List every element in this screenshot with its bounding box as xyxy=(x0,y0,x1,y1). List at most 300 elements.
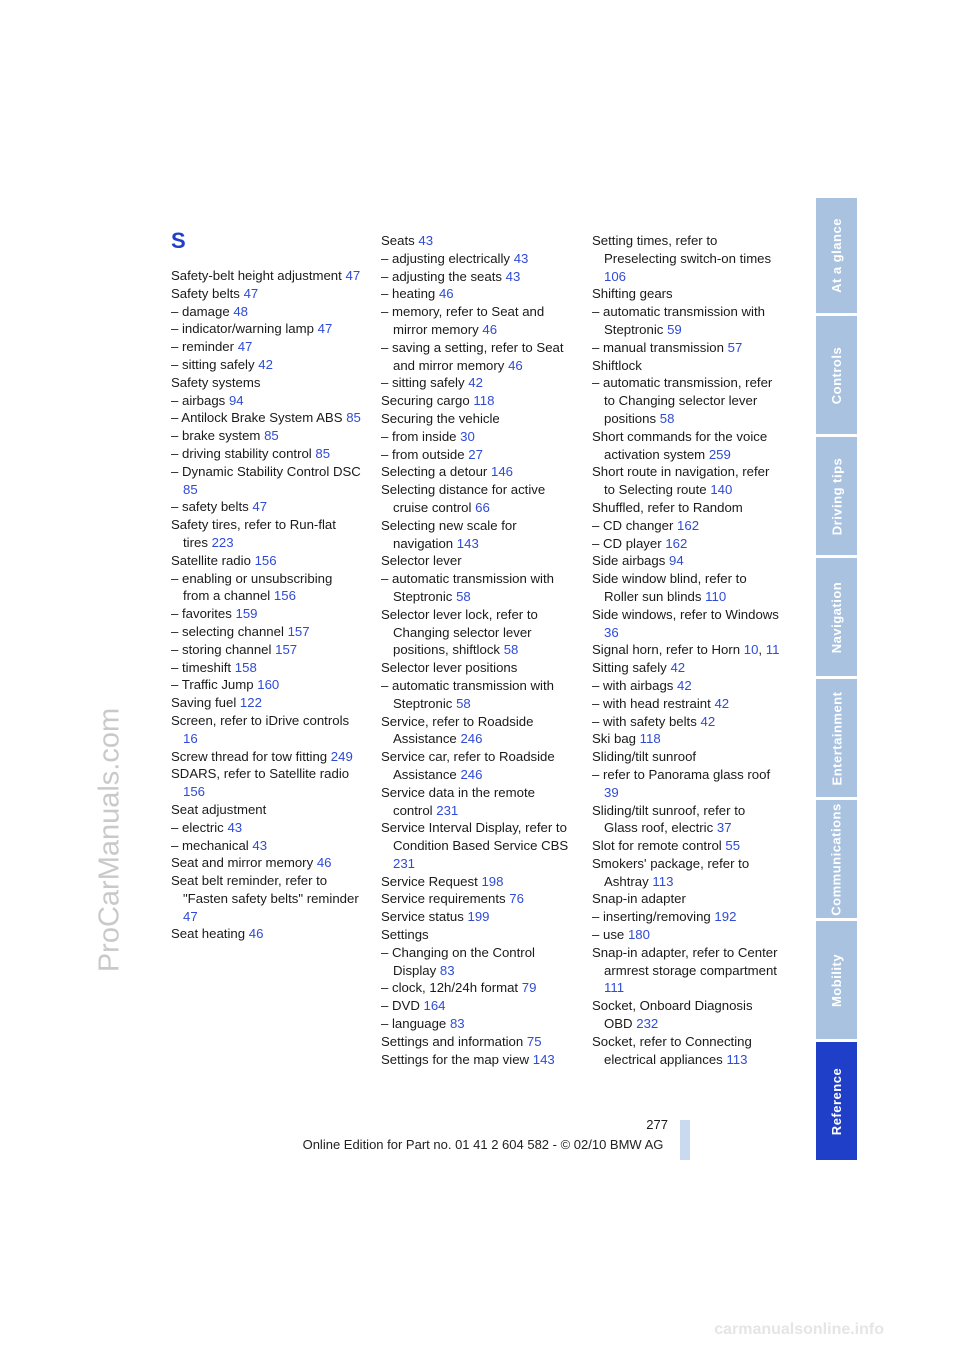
page-link[interactable]: 113 xyxy=(652,873,674,889)
entry-text: – driving stability control xyxy=(171,445,312,461)
entry-text: – automatic transmission, refer to Changing selector lever positions xyxy=(592,375,773,426)
index-entry xyxy=(171,694,361,712)
page-link[interactable]: 164 xyxy=(423,998,446,1014)
page-link[interactable]: 83 xyxy=(449,1016,465,1032)
index-entry xyxy=(171,712,361,748)
page-link[interactable]: 156 xyxy=(273,588,296,604)
entry-text: – sitting safely xyxy=(171,356,255,372)
page-link[interactable]: 231 xyxy=(436,802,459,818)
entry-text: Safety-belt height adjustment xyxy=(171,268,342,283)
index-entry xyxy=(381,481,571,517)
index-entry xyxy=(381,374,571,392)
entry-text: Safety belts xyxy=(171,285,240,301)
index-entry xyxy=(592,837,782,855)
entry-text: Service requirements xyxy=(381,891,506,907)
index-entry xyxy=(381,392,571,410)
page-link[interactable]: 59 xyxy=(667,321,682,337)
page-link[interactable]: 162 xyxy=(677,517,700,533)
index-entry xyxy=(381,979,571,997)
entry-text: Settings for the map view xyxy=(381,1051,530,1067)
index-entry xyxy=(171,819,361,837)
index-entry xyxy=(592,535,782,553)
page-link[interactable]: 192 xyxy=(714,909,737,925)
page-link[interactable]: 143 xyxy=(532,1051,555,1067)
tab-label: Driving tips xyxy=(829,457,845,535)
page-link[interactable]: 180 xyxy=(627,927,650,943)
page-link[interactable]: 231 xyxy=(393,855,416,871)
entry-text: – from outside xyxy=(381,446,465,462)
entry-text: Sitting safely xyxy=(592,660,667,676)
page-link[interactable]: 47 xyxy=(183,908,198,924)
tab-at-a-glance[interactable] xyxy=(816,198,857,313)
page-link[interactable]: 246 xyxy=(460,766,483,782)
index-entry xyxy=(592,606,782,642)
index-entry xyxy=(592,303,782,339)
index-entry xyxy=(381,268,571,286)
index-entry xyxy=(381,908,571,926)
index-entry xyxy=(592,677,782,695)
index-entry xyxy=(381,552,571,570)
page-link[interactable]: 46 xyxy=(438,286,454,302)
page-link[interactable]: 83 xyxy=(439,962,455,978)
tab-driving-tips[interactable] xyxy=(816,437,857,555)
tab-controls[interactable] xyxy=(816,316,857,434)
entry-text: – memory, refer to Seat and mirror memory xyxy=(381,304,545,337)
tab-entertainment[interactable] xyxy=(816,679,857,797)
page-link[interactable]: 160 xyxy=(257,677,280,693)
index-entry xyxy=(381,446,571,464)
page-link[interactable]: 43 xyxy=(252,837,268,853)
site-watermark-vertical: ProCarManuals.com xyxy=(93,707,126,973)
entry-text: Signal horn, refer to Horn xyxy=(592,642,741,658)
page-link[interactable]: 106 xyxy=(604,268,627,284)
index-entry xyxy=(171,765,361,801)
entry-text: Selecting distance for active cruise control xyxy=(381,482,546,515)
index-entry xyxy=(171,516,361,552)
entry-text: Setting times, refer to Preselecting switch-on times xyxy=(592,233,772,266)
index-entry xyxy=(171,837,361,855)
index-entry xyxy=(592,659,782,677)
entry-text: – with safety belts xyxy=(592,713,697,729)
index-entry xyxy=(592,997,782,1033)
entry-text: Socket, Onboard Diagnosis OBD xyxy=(592,998,753,1032)
index-entry xyxy=(592,552,782,570)
index-entry xyxy=(381,677,571,713)
page-link[interactable]: 162 xyxy=(665,535,688,551)
entry-text: Selecting new scale for navigation xyxy=(381,517,517,551)
entry-text: – adjusting electrically xyxy=(381,250,511,266)
index-entry xyxy=(592,855,782,891)
page-link[interactable]: 199 xyxy=(467,909,490,925)
index-entry xyxy=(381,873,571,891)
page-link[interactable]: 58 xyxy=(503,642,519,658)
entry-text: Seats xyxy=(381,233,415,248)
entry-text: – from inside xyxy=(381,428,457,444)
index-entry xyxy=(592,766,782,802)
page-link[interactable]: 94 xyxy=(228,392,244,408)
index-entry xyxy=(592,748,782,766)
entry-text: Slot for remote control xyxy=(592,838,722,854)
page-link[interactable]: 16 xyxy=(183,730,198,746)
entry-text: – selecting channel xyxy=(171,623,284,639)
entry-text: Seat adjustment xyxy=(171,801,267,817)
index-entry xyxy=(171,872,361,925)
site-watermark-bottom: carmanualsonline.info xyxy=(714,1321,884,1338)
footer-text: Online Edition for Part no. 01 41 2 604 582 - © 02/10 BMW AG xyxy=(302,1137,664,1152)
page-link[interactable]: 85 xyxy=(346,410,361,426)
tab-navigation[interactable] xyxy=(816,558,857,676)
tab-label: At a glance xyxy=(829,218,845,293)
entry-text: – use xyxy=(592,927,625,943)
page-link[interactable]: 94 xyxy=(668,553,684,569)
index-entry xyxy=(592,374,782,427)
entry-text: SDARS, refer to Satellite radio xyxy=(171,766,350,782)
entry-text: – automatic transmission with Steptronic xyxy=(381,677,554,711)
index-entry xyxy=(592,570,782,606)
page-link[interactable]: 42 xyxy=(700,713,716,729)
page-link[interactable]: 159 xyxy=(235,606,258,622)
page-link[interactable]: 30 xyxy=(460,428,475,444)
page-link[interactable]: 157 xyxy=(275,641,298,657)
entry-text: Service data in the remote control xyxy=(381,784,535,818)
index-entry xyxy=(171,285,361,303)
entry-text: – favorites xyxy=(171,606,232,622)
page-link[interactable]: 46 xyxy=(482,321,498,337)
entry-text: – brake system xyxy=(171,428,261,444)
entry-text: Short route in navigation, refer to Selecting route xyxy=(592,464,770,498)
index-entry xyxy=(592,730,782,748)
index-entry xyxy=(592,1033,782,1069)
index-entry xyxy=(381,232,571,250)
index-entry xyxy=(592,890,782,908)
page-link[interactable]: 43 xyxy=(227,819,243,835)
index-entry xyxy=(171,552,361,570)
chapter-tabs xyxy=(816,198,857,1160)
entry-text: – reminder xyxy=(171,339,235,355)
entry-text: – sitting safely xyxy=(381,375,465,391)
entry-text: Selector lever xyxy=(381,553,462,569)
entry-text: Snap-in adapter xyxy=(592,891,686,907)
entry-text: – enabling or unsubscribing from a channel xyxy=(171,570,333,604)
index-entry xyxy=(381,1051,571,1069)
footer-edition xyxy=(0,1137,960,1152)
index-entry xyxy=(381,659,571,677)
tab-mobility[interactable] xyxy=(816,921,857,1039)
page-link[interactable]: 11 xyxy=(765,642,780,658)
index-entry xyxy=(592,802,782,838)
section-letter: S xyxy=(171,228,186,253)
entry-text: Socket, refer to Connecting electrical appliances xyxy=(592,1033,752,1067)
index-entry xyxy=(171,320,361,338)
tab-label: Controls xyxy=(829,346,845,404)
index-entry xyxy=(171,748,361,766)
entry-text: – Changing on the Control Display xyxy=(381,944,535,978)
index-entry xyxy=(171,854,361,872)
page-link[interactable]: 223 xyxy=(211,534,234,550)
index-entry xyxy=(171,409,361,427)
entry-text: – with airbags xyxy=(592,677,674,693)
index-entry xyxy=(592,499,782,517)
entry-text: – Dynamic Stability Control DSC xyxy=(171,463,361,479)
page-link[interactable]: 36 xyxy=(604,624,619,640)
page-link[interactable]: 156 xyxy=(183,784,206,800)
index-entry xyxy=(381,303,571,339)
index-entry xyxy=(171,427,361,445)
index-entry xyxy=(381,410,571,428)
page-link[interactable]: 143 xyxy=(456,535,479,551)
entry-text: Seat belt reminder, refer to "Fasten safety belts" reminder xyxy=(171,873,359,906)
entry-text: Safety tires, refer to Run-flat tires xyxy=(171,517,336,550)
entry-text: Side airbags xyxy=(592,553,666,569)
index-entry xyxy=(381,570,571,606)
index-entry xyxy=(381,713,571,749)
index-column-2 xyxy=(381,232,571,1068)
entry-text: – timeshift xyxy=(171,659,232,675)
index-entry xyxy=(381,463,571,481)
entry-text: Service car, refer to Roadside Assistance xyxy=(381,749,555,782)
index-entry xyxy=(171,338,361,356)
entry-text: – adjusting the seats xyxy=(381,268,502,284)
entry-text: – DVD xyxy=(381,998,420,1014)
index-column-3 xyxy=(592,232,782,1068)
page-link[interactable]: 43 xyxy=(505,268,521,284)
index-entry xyxy=(592,232,782,285)
tab-label: Communications xyxy=(829,802,844,916)
page-link[interactable]: 85 xyxy=(183,481,198,497)
entry-text: – language xyxy=(381,1016,447,1032)
entry-text: – clock, 12h/24h format xyxy=(381,980,519,996)
entry-text: Selector lever lock, refer to Changing selector lever positions, shiftlock xyxy=(381,606,538,658)
entry-text: – manual transmission xyxy=(592,339,724,355)
entry-text: Securing the vehicle xyxy=(381,410,500,426)
entry-text: – Antilock Brake System ABS xyxy=(171,410,343,426)
index-entry xyxy=(381,250,571,268)
index-entry xyxy=(171,356,361,374)
entry-text: Ski bag xyxy=(592,731,636,747)
index-entry xyxy=(592,926,782,944)
index-entry xyxy=(171,925,361,943)
page-link[interactable]: 48 xyxy=(233,303,248,319)
entry-text: Sliding/tilt sunroof xyxy=(592,749,697,765)
entry-text: Seat heating xyxy=(171,926,246,942)
page-link[interactable]: 122 xyxy=(239,695,262,711)
entry-text: – airbags xyxy=(171,392,226,408)
entry-text: Seat and mirror memory xyxy=(171,855,314,871)
page-link[interactable]: 37 xyxy=(716,820,732,836)
entry-text: Short commands for the voice activation system xyxy=(592,428,768,462)
page-link[interactable]: 27 xyxy=(468,446,483,462)
page-link[interactable]: 85 xyxy=(264,428,279,444)
page-link[interactable]: 55 xyxy=(725,838,741,854)
entry-text: – refer to Panorama glass roof xyxy=(592,766,771,782)
entry-text: Selector lever positions xyxy=(381,660,518,676)
page-link[interactable]: 47 xyxy=(237,339,253,355)
entry-text: Smokers' package, refer to Ashtray xyxy=(592,855,750,889)
entry-text: – mechanical xyxy=(171,837,249,853)
index-entry xyxy=(592,517,782,535)
entry-text: Side windows, refer to Windows xyxy=(592,606,779,622)
entry-text: Service status xyxy=(381,909,464,925)
index-entry xyxy=(592,463,782,499)
index-entry xyxy=(171,570,361,606)
entry-text: – inserting/removing xyxy=(592,909,711,925)
index-entry xyxy=(381,606,571,659)
page-link[interactable]: 198 xyxy=(481,873,504,889)
entry-text: – Traffic Jump xyxy=(171,677,254,693)
entry-text: – automatic transmission with Steptronic xyxy=(381,571,554,604)
page-link[interactable]: 232 xyxy=(636,1016,659,1032)
page-link[interactable]: 42 xyxy=(468,375,483,391)
entry-text: Screen, refer to iDrive controls xyxy=(171,712,350,728)
page-link[interactable]: 246 xyxy=(460,731,483,747)
index-entry xyxy=(381,748,571,784)
page-link[interactable]: 42 xyxy=(714,695,730,711)
page-link[interactable]: 57 xyxy=(727,339,743,355)
page-link[interactable]: 39 xyxy=(604,784,619,800)
index-entry xyxy=(171,303,361,321)
entry-text: Service Request xyxy=(381,873,478,889)
tab-label: Navigation xyxy=(829,581,844,653)
page-link[interactable]: 75 xyxy=(526,1033,542,1049)
page-link[interactable]: 249 xyxy=(330,748,353,764)
tab-label: Mobility xyxy=(829,953,845,1007)
index-entry xyxy=(381,1015,571,1033)
entry-text: – damage xyxy=(171,303,230,319)
entry-text: Screw thread for tow fitting xyxy=(171,748,328,764)
page-link[interactable]: 110 xyxy=(705,588,727,604)
index-entry xyxy=(381,339,571,375)
entry-text: Selecting a detour xyxy=(381,464,488,480)
index-entry xyxy=(171,623,361,641)
entry-text: Securing cargo xyxy=(381,393,470,409)
page-link[interactable]: 58 xyxy=(456,588,471,604)
entry-text: Settings and information xyxy=(381,1033,524,1049)
index-entry xyxy=(592,428,782,464)
page-link[interactable]: 42 xyxy=(677,677,692,693)
index-entry xyxy=(381,428,571,446)
page-link[interactable]: 111 xyxy=(604,980,625,996)
index-entry xyxy=(171,374,361,392)
entry-text: Shifting gears xyxy=(592,286,673,302)
entry-text: Settings xyxy=(381,927,429,943)
index-entry xyxy=(171,392,361,410)
page-link[interactable]: 76 xyxy=(509,891,524,907)
index-entry xyxy=(592,908,782,926)
entry-text: Safety systems xyxy=(171,374,261,390)
index-entry xyxy=(171,445,361,463)
entry-text: – electric xyxy=(171,819,224,835)
page-link[interactable]: 58 xyxy=(456,695,471,711)
index-entry xyxy=(381,926,571,944)
entry-text: – saving a setting, refer to Seat and mirror memory xyxy=(381,339,564,373)
page-link[interactable]: 58 xyxy=(659,410,675,426)
index-entry xyxy=(381,285,571,303)
index-entry xyxy=(381,819,571,872)
tab-label: Entertainment xyxy=(829,691,844,785)
entry-text: – CD player xyxy=(592,535,662,551)
index-entry: Signal horn, refer to Horn 10, 11 xyxy=(592,642,780,658)
index-entry xyxy=(592,285,782,303)
page-link[interactable]: 47 xyxy=(317,321,333,337)
index-entry xyxy=(171,463,361,499)
entry-text: Service Interval Display, refer to Condition Based Service CBS xyxy=(381,820,569,854)
entry-text: – automatic transmission with Steptronic xyxy=(592,304,765,337)
entry-text: – CD changer xyxy=(592,517,674,533)
index-entry xyxy=(381,890,571,908)
page-link[interactable]: 79 xyxy=(521,980,537,996)
entry-text: Sliding/tilt sunroof, refer to Glass roof, electric xyxy=(592,802,746,836)
index-entry xyxy=(381,944,571,980)
page-link[interactable]: 46 xyxy=(316,855,332,871)
index-entry xyxy=(592,713,782,731)
entry-text: Service, refer to Roadside Assistance xyxy=(381,713,534,747)
page-link[interactable]: 43 xyxy=(418,233,434,248)
page-link[interactable]: 66 xyxy=(475,499,490,515)
entry-text: Satellite radio xyxy=(171,552,251,568)
entry-text: Saving fuel xyxy=(171,695,237,711)
page-link[interactable]: 118 xyxy=(473,393,495,409)
page-link[interactable]: 113 xyxy=(726,1051,748,1067)
page-link[interactable]: 10 xyxy=(743,642,759,658)
page-link[interactable]: 42 xyxy=(258,356,273,372)
page-link[interactable]: 118 xyxy=(639,731,661,747)
index-column-1 xyxy=(171,267,361,943)
page-link[interactable]: 259 xyxy=(708,446,731,462)
index-entry xyxy=(381,784,571,820)
index-entry xyxy=(592,357,782,375)
entry-text: – safety belts xyxy=(171,499,249,515)
page-link[interactable]: 146 xyxy=(490,464,513,480)
entry-text: Snap-in adapter, refer to Center armrest storage compartment xyxy=(592,944,778,978)
page-number: 277 xyxy=(646,1117,668,1132)
page-link[interactable]: 43 xyxy=(513,250,529,266)
entry-text: – heating xyxy=(381,286,436,302)
index-entry xyxy=(171,641,361,659)
page-link[interactable]: 46 xyxy=(508,357,523,373)
index-entry xyxy=(171,801,361,819)
index-entry xyxy=(171,605,361,623)
entry-text: – indicator/warning lamp xyxy=(171,321,314,337)
index-entry xyxy=(381,1033,571,1051)
index-entry xyxy=(592,695,782,713)
index-entry xyxy=(381,997,571,1015)
index-entry xyxy=(171,267,361,285)
page-link[interactable]: 42 xyxy=(670,660,686,676)
tab-label: Reference xyxy=(829,1067,844,1135)
page-link[interactable]: 157 xyxy=(287,623,310,639)
entry-text: Side window blind, refer to Roller sun blinds xyxy=(592,571,747,604)
page-link[interactable]: 156 xyxy=(254,552,277,568)
index-entry xyxy=(171,676,361,694)
index-entry xyxy=(592,944,782,997)
page-link[interactable]: 158 xyxy=(234,659,257,675)
entry-text: Shiftlock xyxy=(592,357,642,373)
page-link[interactable]: 47 xyxy=(252,499,268,515)
page-link[interactable]: 47 xyxy=(345,268,361,283)
index-entry xyxy=(381,517,571,553)
index-entry xyxy=(171,498,361,516)
page-link[interactable]: 47 xyxy=(243,285,259,301)
page-link[interactable]: 85 xyxy=(315,445,331,461)
tab-communications[interactable] xyxy=(816,800,857,918)
index-entry xyxy=(171,659,361,677)
page-link[interactable]: 140 xyxy=(710,482,733,498)
entry-text: – with head restraint xyxy=(592,695,711,711)
page-link[interactable]: 46 xyxy=(248,926,264,942)
index-entry xyxy=(592,339,782,357)
entry-text: – storing channel xyxy=(171,641,272,657)
entry-text: Shuffled, refer to Random xyxy=(592,499,743,515)
